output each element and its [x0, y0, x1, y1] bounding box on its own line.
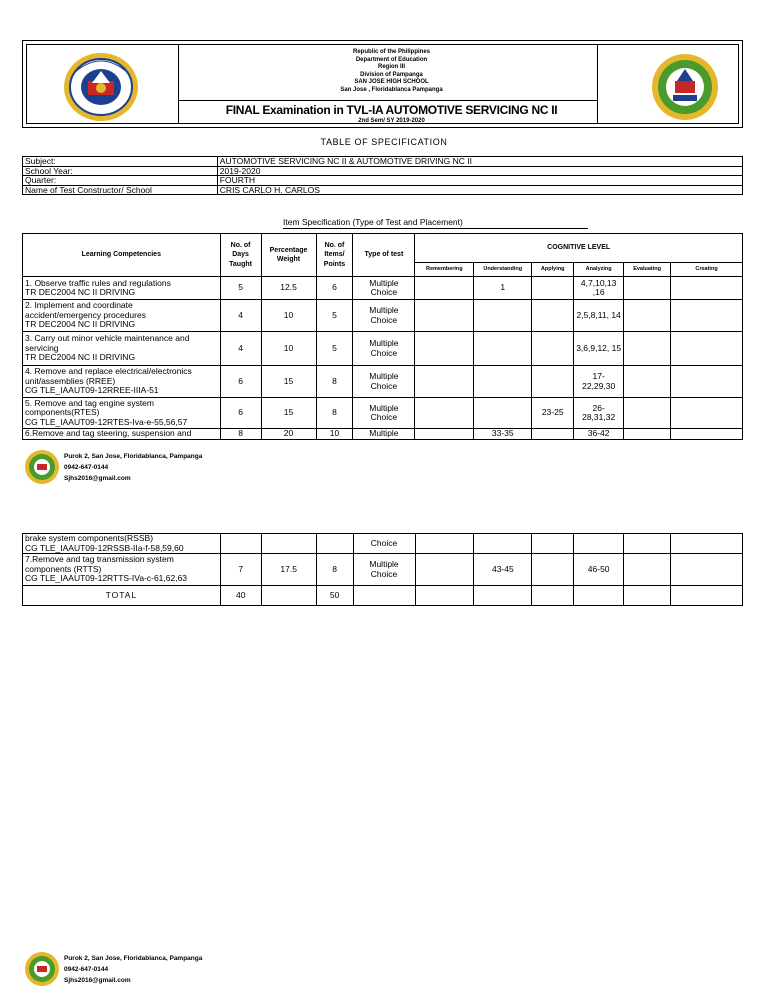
- total-label: TOTAL: [23, 586, 221, 606]
- applying-cell: [532, 429, 574, 440]
- col-competencies: Learning Competencies: [23, 234, 221, 277]
- items-cell: 8: [316, 398, 353, 429]
- analyzing-cell: 36-42: [574, 429, 624, 440]
- evaluating-cell: [624, 332, 671, 366]
- weight-cell: 17.5: [261, 554, 316, 586]
- info-label: Quarter:: [23, 176, 218, 186]
- remembering-cell: [415, 554, 474, 586]
- table-row: [23, 366, 743, 398]
- analyzing-cell: 26- 28,31,32: [574, 398, 624, 429]
- competency-line: servicing: [25, 342, 59, 353]
- remembering-cell: [415, 300, 474, 332]
- type-cell: [353, 398, 415, 429]
- competency-line: 4. Remove and replace electrical/electronics: [25, 366, 192, 377]
- footer-address: Purok 2, San Jose, Floridablanca, Pampanga: [64, 453, 203, 460]
- table-row: [23, 332, 743, 366]
- footer-phone: 0942-647-0144: [64, 966, 109, 973]
- evaluating-cell: [624, 366, 671, 398]
- applying-cell: [532, 277, 574, 300]
- weight-cell: 15: [261, 366, 316, 398]
- weight-cell: 10: [261, 332, 316, 366]
- weight-cell: [261, 534, 316, 554]
- applying-cell: [532, 332, 574, 366]
- competency-line: 1. Observe traffic rules and regulations: [25, 277, 171, 288]
- level-creating: Creating: [671, 263, 743, 277]
- understanding-cell: [474, 332, 532, 366]
- competency-line: unit/assemblies (RREE): [25, 375, 116, 386]
- competency-cell: [23, 332, 221, 366]
- analyzing-cell: 2,5,8,11, 14: [574, 300, 624, 332]
- level-applying: Applying: [532, 263, 574, 277]
- type-cell: Multiple: [353, 429, 415, 440]
- competency-line: 2. Implement and coordinate: [25, 300, 133, 311]
- school-seal-icon: [24, 449, 60, 485]
- type-cell: [353, 366, 415, 398]
- total-weight: [261, 586, 316, 606]
- understanding-cell: [474, 534, 532, 554]
- days-cell: 6: [220, 398, 261, 429]
- spec-table-page2: [22, 533, 743, 606]
- competency-cell: [23, 534, 221, 554]
- footer-phone: 0942-647-0144: [64, 464, 109, 471]
- applying-cell: [532, 554, 574, 586]
- footer-address: Purok 2, San Jose, Floridablanca, Pampanga: [64, 955, 203, 962]
- table-row: [23, 554, 743, 586]
- remembering-cell: [415, 398, 474, 429]
- analyzing-cell: 17- 22,29,30: [574, 366, 624, 398]
- footer-email: Sjhs2016@gmail.com: [64, 977, 131, 984]
- competency-line: brake system components(RSSB): [25, 533, 154, 543]
- total-items: 50: [316, 586, 353, 606]
- competency-cell: 6.Remove and tag steering, suspension and: [23, 429, 221, 440]
- competency-line: 5. Remove and tag engine system: [25, 397, 154, 408]
- info-row-subject: [23, 157, 743, 167]
- weight-cell: 15: [261, 398, 316, 429]
- col-percentage-weight: Percentage Weight: [261, 234, 316, 277]
- type-line: Multiple: [369, 277, 399, 288]
- header-box: [22, 40, 743, 128]
- header-line: SAN JOSE HIGH SCHOOL: [354, 79, 429, 86]
- understanding-cell: 1: [474, 277, 532, 300]
- creating-cell: [671, 332, 743, 366]
- creating-cell: [671, 398, 743, 429]
- table-of-specification-title: TABLE OF SPECIFICATION: [320, 137, 448, 147]
- competency-cell: [23, 366, 221, 398]
- type-cell: [353, 332, 415, 366]
- evaluating-cell: [624, 398, 671, 429]
- items-cell: 8: [316, 366, 353, 398]
- applying-cell: [532, 534, 574, 554]
- level-remembering: Remembering: [415, 263, 474, 277]
- days-cell: 5: [220, 277, 261, 300]
- applying-cell: [532, 366, 574, 398]
- col-days-taught: No. of Days Taught: [220, 234, 261, 277]
- header-divider-left: [178, 45, 179, 123]
- level-evaluating: Evaluating: [624, 263, 671, 277]
- competency-line: components (RTTS): [25, 563, 102, 574]
- info-label: Subject:: [23, 157, 218, 167]
- items-cell: 6: [316, 277, 353, 300]
- info-row-school-year: [23, 166, 743, 176]
- competency-line: TR DEC2004 NC II DRIVING: [25, 319, 136, 330]
- competency-line: CG TLE_IAAUT09-12RSSB-IIa-f-58,59,60: [25, 542, 184, 553]
- type-cell: [353, 277, 415, 300]
- creating-cell: [671, 554, 743, 586]
- competency-line: 3. Carry out minor vehicle maintenance and: [25, 333, 190, 344]
- info-table: [22, 156, 743, 195]
- header-title-rule: [178, 100, 597, 101]
- items-cell: 8: [316, 554, 353, 586]
- items-cell: 10: [316, 429, 353, 440]
- total-type: [353, 586, 415, 606]
- type-line: Multiple: [369, 402, 399, 413]
- header-line: Division of Pampanga: [360, 71, 423, 78]
- table-row: [23, 534, 743, 554]
- competency-line: 7.Remove and tag transmission system: [25, 554, 174, 565]
- col-cognitive-level: COGNITIVE LEVEL: [415, 234, 743, 263]
- competency-cell: [23, 554, 221, 586]
- info-value: 2019-2020: [217, 166, 742, 176]
- weight-cell: 20: [261, 429, 316, 440]
- info-label: School Year:: [23, 166, 218, 176]
- info-value: FOURTH: [217, 176, 742, 186]
- total-understanding: [474, 586, 532, 606]
- school-seal-icon: [24, 951, 60, 987]
- remembering-cell: [415, 332, 474, 366]
- item-specification-caption: Item Specification (Type of Test and Placement): [283, 217, 588, 229]
- info-row-constructor: [23, 185, 743, 195]
- competency-cell: [23, 398, 221, 429]
- remembering-cell: [415, 366, 474, 398]
- table-row: [23, 398, 743, 429]
- understanding-cell: [474, 398, 532, 429]
- type-line: Choice: [370, 347, 398, 358]
- competency-cell: [23, 300, 221, 332]
- type-line: Choice: [370, 287, 398, 297]
- understanding-cell: 33-35: [474, 429, 532, 440]
- info-row-quarter: [23, 176, 743, 186]
- analyzing-cell: 3,6,9,12, 15: [574, 332, 624, 366]
- type-line: Multiple: [369, 371, 399, 381]
- applying-cell: 23-25: [532, 398, 574, 429]
- type-line: Choice: [370, 412, 398, 422]
- spec-table-page1: [22, 233, 743, 440]
- competency-line: TR DEC2004 NC II DRIVING: [25, 352, 136, 363]
- competency-cell: [23, 277, 221, 300]
- evaluating-cell: [624, 534, 671, 554]
- days-cell: 4: [220, 332, 261, 366]
- type-cell: Choice: [353, 534, 415, 554]
- creating-cell: [671, 366, 743, 398]
- level-analyzing: Analyzing: [574, 263, 624, 277]
- analyzing-cell: 4,7,10,13 ,16: [574, 277, 624, 300]
- info-value: AUTOMOTIVE SERVICING NC II & AUTOMOTIVE DRIVING NC II: [217, 157, 742, 167]
- evaluating-cell: [624, 554, 671, 586]
- total-days: 40: [220, 586, 261, 606]
- days-cell: 8: [220, 429, 261, 440]
- total-row: [23, 586, 743, 606]
- type-line: Choice: [370, 568, 398, 579]
- type-line: Choice: [370, 380, 398, 391]
- remembering-cell: [415, 277, 474, 300]
- header-line: Region III: [378, 64, 405, 71]
- col-type-of-test: Type of test: [353, 234, 415, 277]
- competency-line: components(RTES): [25, 407, 100, 418]
- col-items-points: No. of Items/ Points: [316, 234, 353, 277]
- info-label: Name of Test Constructor/ School: [23, 185, 218, 195]
- footer-contact: [64, 953, 202, 986]
- header-line: Republic of the Philippines: [352, 49, 430, 55]
- deped-seal-logo: [62, 51, 140, 123]
- competency-line: TR DEC2004 NC II DRIVING: [25, 287, 136, 297]
- header-line: San Jose , Floridablanca Pampanga: [340, 86, 443, 93]
- type-line: Multiple: [369, 305, 399, 315]
- total-evaluating: [624, 586, 671, 606]
- creating-cell: [671, 277, 743, 300]
- school-seal-logo: [651, 51, 719, 123]
- type-line: Multiple: [369, 338, 399, 348]
- days-cell: [220, 534, 261, 554]
- items-cell: [316, 534, 353, 554]
- table-row: [23, 300, 743, 332]
- items-cell: 5: [316, 300, 353, 332]
- creating-cell: [671, 300, 743, 332]
- applying-cell: [532, 300, 574, 332]
- competency-line: CG TLE_IAAUT09-12RTTS-IVa-c-61,62,63: [25, 573, 188, 584]
- weight-cell: 12.5: [261, 277, 316, 300]
- creating-cell: [671, 429, 743, 440]
- footer-contact: [64, 451, 202, 484]
- understanding-cell: [474, 366, 532, 398]
- header-row: [23, 234, 743, 263]
- header-line: Department of Education: [355, 56, 428, 63]
- total-applying: [532, 586, 574, 606]
- type-line: Multiple: [369, 559, 399, 569]
- total-analyzing: [574, 586, 624, 606]
- days-cell: 4: [220, 300, 261, 332]
- table-row: [23, 277, 743, 300]
- header-inner-border: [26, 44, 739, 124]
- evaluating-cell: [624, 429, 671, 440]
- info-value: CRIS CARLO H. CARLOS: [217, 185, 742, 195]
- understanding-cell: 43-45: [474, 554, 532, 586]
- creating-cell: [671, 534, 743, 554]
- remembering-cell: [415, 534, 474, 554]
- analyzing-cell: [574, 534, 624, 554]
- items-cell: 5: [316, 332, 353, 366]
- total-remembering: [415, 586, 474, 606]
- understanding-cell: [474, 300, 532, 332]
- header-agency-lines: [182, 49, 601, 95]
- evaluating-cell: [624, 277, 671, 300]
- total-creating: [671, 586, 743, 606]
- exam-title: FINAL Examination in TVL-IA AUTOMOTIVE SERVICING NC II: [225, 103, 558, 117]
- footer-email: Sjhs2016@gmail.com: [64, 475, 131, 482]
- days-cell: 7: [220, 554, 261, 586]
- type-line: Choice: [370, 314, 398, 325]
- evaluating-cell: [624, 300, 671, 332]
- exam-subtitle: 2nd Sem/ SY 2019-2020: [358, 118, 425, 124]
- competency-line: CG TLE_IAAUT09-12RTES-Iva-e-55,56,57: [25, 416, 188, 427]
- analyzing-cell: 46-50: [574, 554, 624, 586]
- type-cell: [353, 300, 415, 332]
- competency-line: CG TLE_IAAUT09-12RREE-IIIA-51: [25, 385, 159, 396]
- weight-cell: 10: [261, 300, 316, 332]
- level-understanding: Understanding: [474, 263, 532, 277]
- competency-line: accident/emergency procedures: [25, 309, 146, 320]
- type-cell: [353, 554, 415, 586]
- days-cell: 6: [220, 366, 261, 398]
- table-row: [23, 429, 743, 440]
- remembering-cell: [415, 429, 474, 440]
